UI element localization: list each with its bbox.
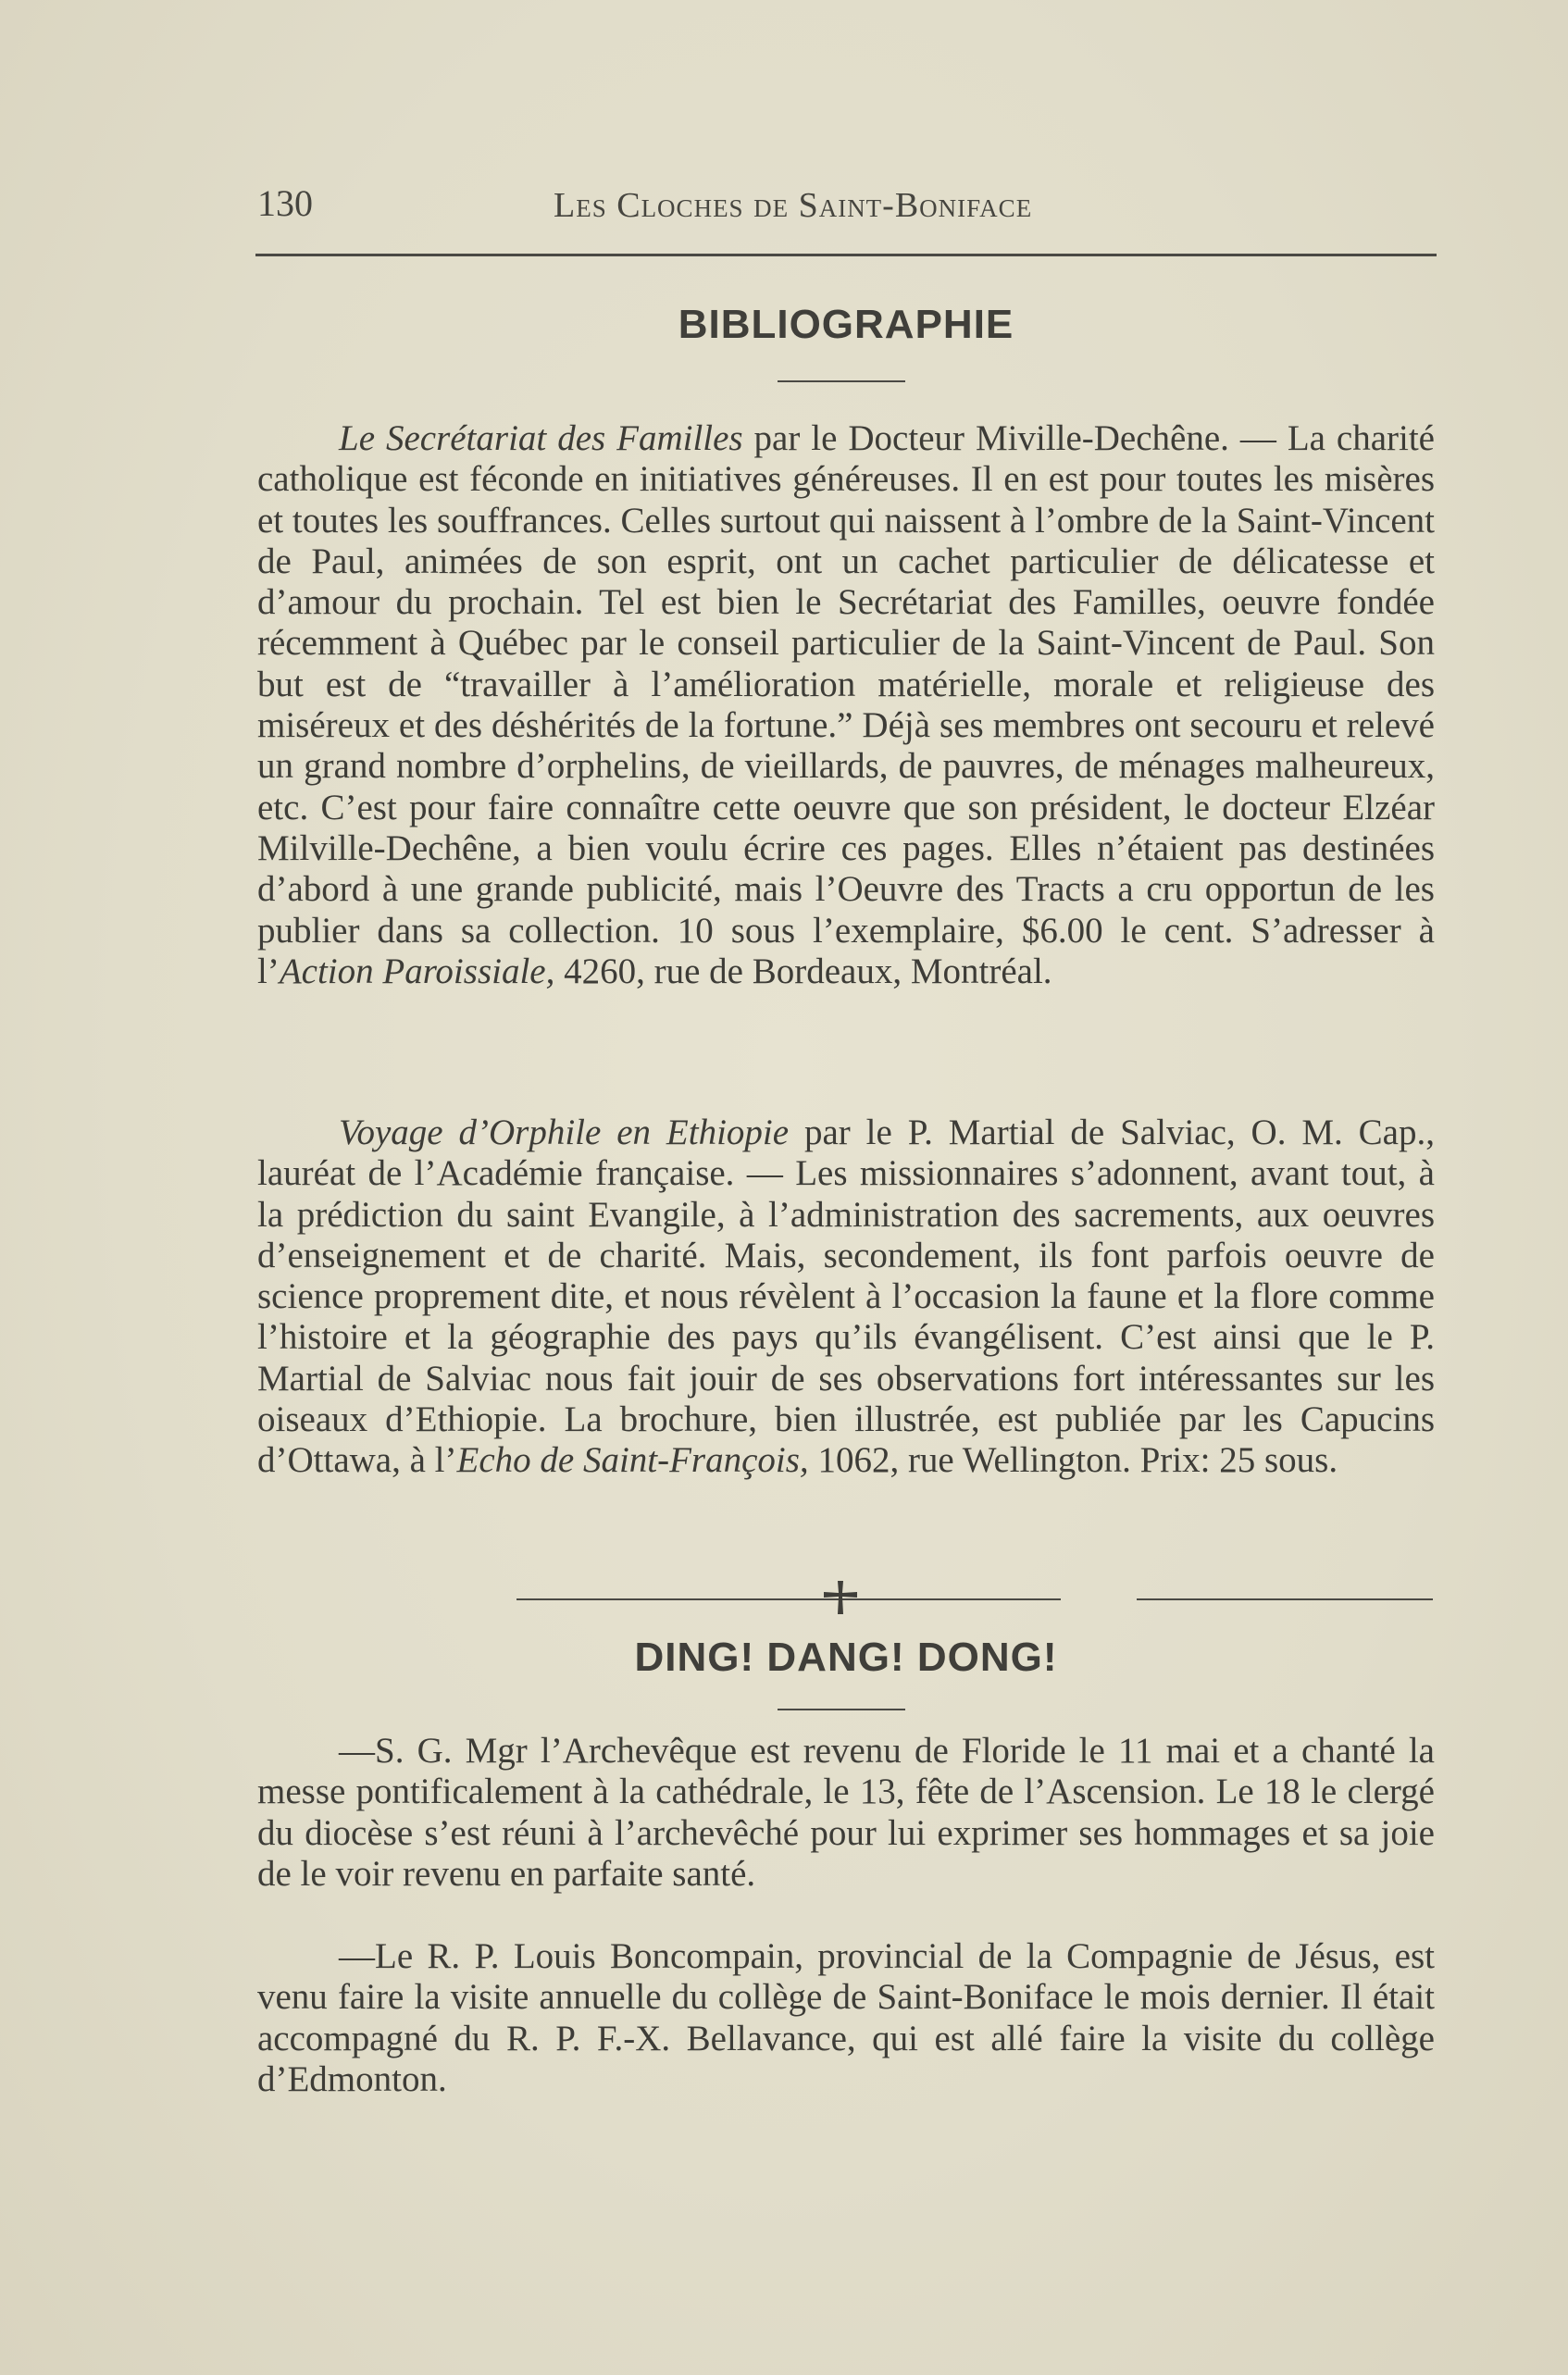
publisher-name: Echo de Saint-François,: [456, 1440, 809, 1481]
section-title-bibliographie: BIBLIOGRAPHIE: [678, 302, 1014, 347]
running-title: Les Cloches de Saint-Boniface: [554, 186, 1033, 225]
divider-line-left: [516, 1598, 1061, 1600]
book-title: Le Secrétariat des Familles: [339, 418, 743, 458]
divider-line-right: [1137, 1598, 1433, 1600]
cross-icon: [820, 1577, 861, 1618]
entry-text: 4260, rue de Bordeaux, Montréal.: [554, 951, 1052, 991]
title-rule: [778, 1709, 905, 1710]
book-title: Voyage d’Orphile en Ethiopie: [339, 1113, 790, 1152]
news-item-1: [257, 1731, 1435, 1895]
section-title-ding-dang-dong: DING! DANG! DONG!: [634, 1635, 1058, 1680]
entry-text: par le P. Martial de Salviac, O. M. Cap., lauréat de l’Académie française. — Les missionnaires s’adonnent, avant tout, à la prédiction du saint Evangile, à l’administration des sacrements, aux oeuvres d’enseignement et de charité. Mais, secondement, ils font parfois oeuvre de science proprement dite, et nous révèlent à l’occasion la faune et la flore comme l’histoire et la géographie des pays qu’ils évangélisent. C’est ainsi que le P. Martial de Salviac nous fait jouir de ses observations fort intéressantes sur les oiseaux d’Ethiopie. La brochure, bien illustrée, est publiée par les Capucins d’Ottawa, à l’: [257, 1113, 1435, 1481]
section-divider: [257, 1573, 1435, 1610]
page-header: [257, 181, 1435, 228]
news-text: —S. G. Mgr l’Archevêque est revenu de Floride le 11 mai et a chanté la messe pontificalement à la cathédrale, le 13, fête de l’Ascension. Le 18 le clergé du diocèse s’est réuni à l’archevêché pour lui exprimer ses hommages et sa joie de le voir revenu en parfaite santé.: [257, 1731, 1435, 1894]
bibliography-entry-1: [257, 418, 1435, 992]
title-rule: [778, 380, 905, 382]
entry-text: 1062, rue Wellington. Prix: 25 sous.: [808, 1440, 1338, 1481]
news-item-2: [257, 1936, 1435, 2100]
bibliography-entry-2: [257, 1113, 1435, 1482]
entry-text: par le Docteur Miville-Dechêne. — La charité catholique est féconde en initiatives généreuses. Il en est pour toutes les misères et toutes les souffrances. Celles surtout qui naissent à l’ombre de la Saint-Vincent de Paul, animées de son esprit, ont un cachet particulier de délicatesse et d’amour du prochain. Tel est bien le Secrétariat des Familles, oeuvre fondée récemment à Québec par le conseil particulier de la Saint-Vincent de Paul. Son but est de “travailler à l’amélioration matérielle, morale et religieuse des miséreux et des déshérités de la fortune.” Déjà ses membres ont secouru et relevé un grand nombre d’orphelins, de vieillards, de pauvres, de ménages malheureux, etc. C’est pour faire connaître cette oeuvre que son président, le docteur Elzéar Milville-Dechêne, a bien voulu écrire ces pages. Elles n’étaient pas destinées d’abord à une grande publicité, mais l’Oeuvre des Tracts a cru opportun de les publier dans sa collection. 10 sous l’exemplaire, $6.00 le cent. S’adresser à l’: [257, 418, 1435, 991]
publisher-name: Action Paroissiale,: [279, 951, 555, 991]
page-number: 130: [257, 182, 313, 224]
header-rule: [255, 254, 1437, 256]
news-text: —Le R. P. Louis Boncompain, provincial de la Compagnie de Jésus, est venu faire la visite annuelle du collège de Saint-Boniface le mois dernier. Il était accompagné du R. P. F.-X. Bellavance, qui est allé faire la visite du collège d’Edmonton.: [257, 1936, 1435, 2099]
